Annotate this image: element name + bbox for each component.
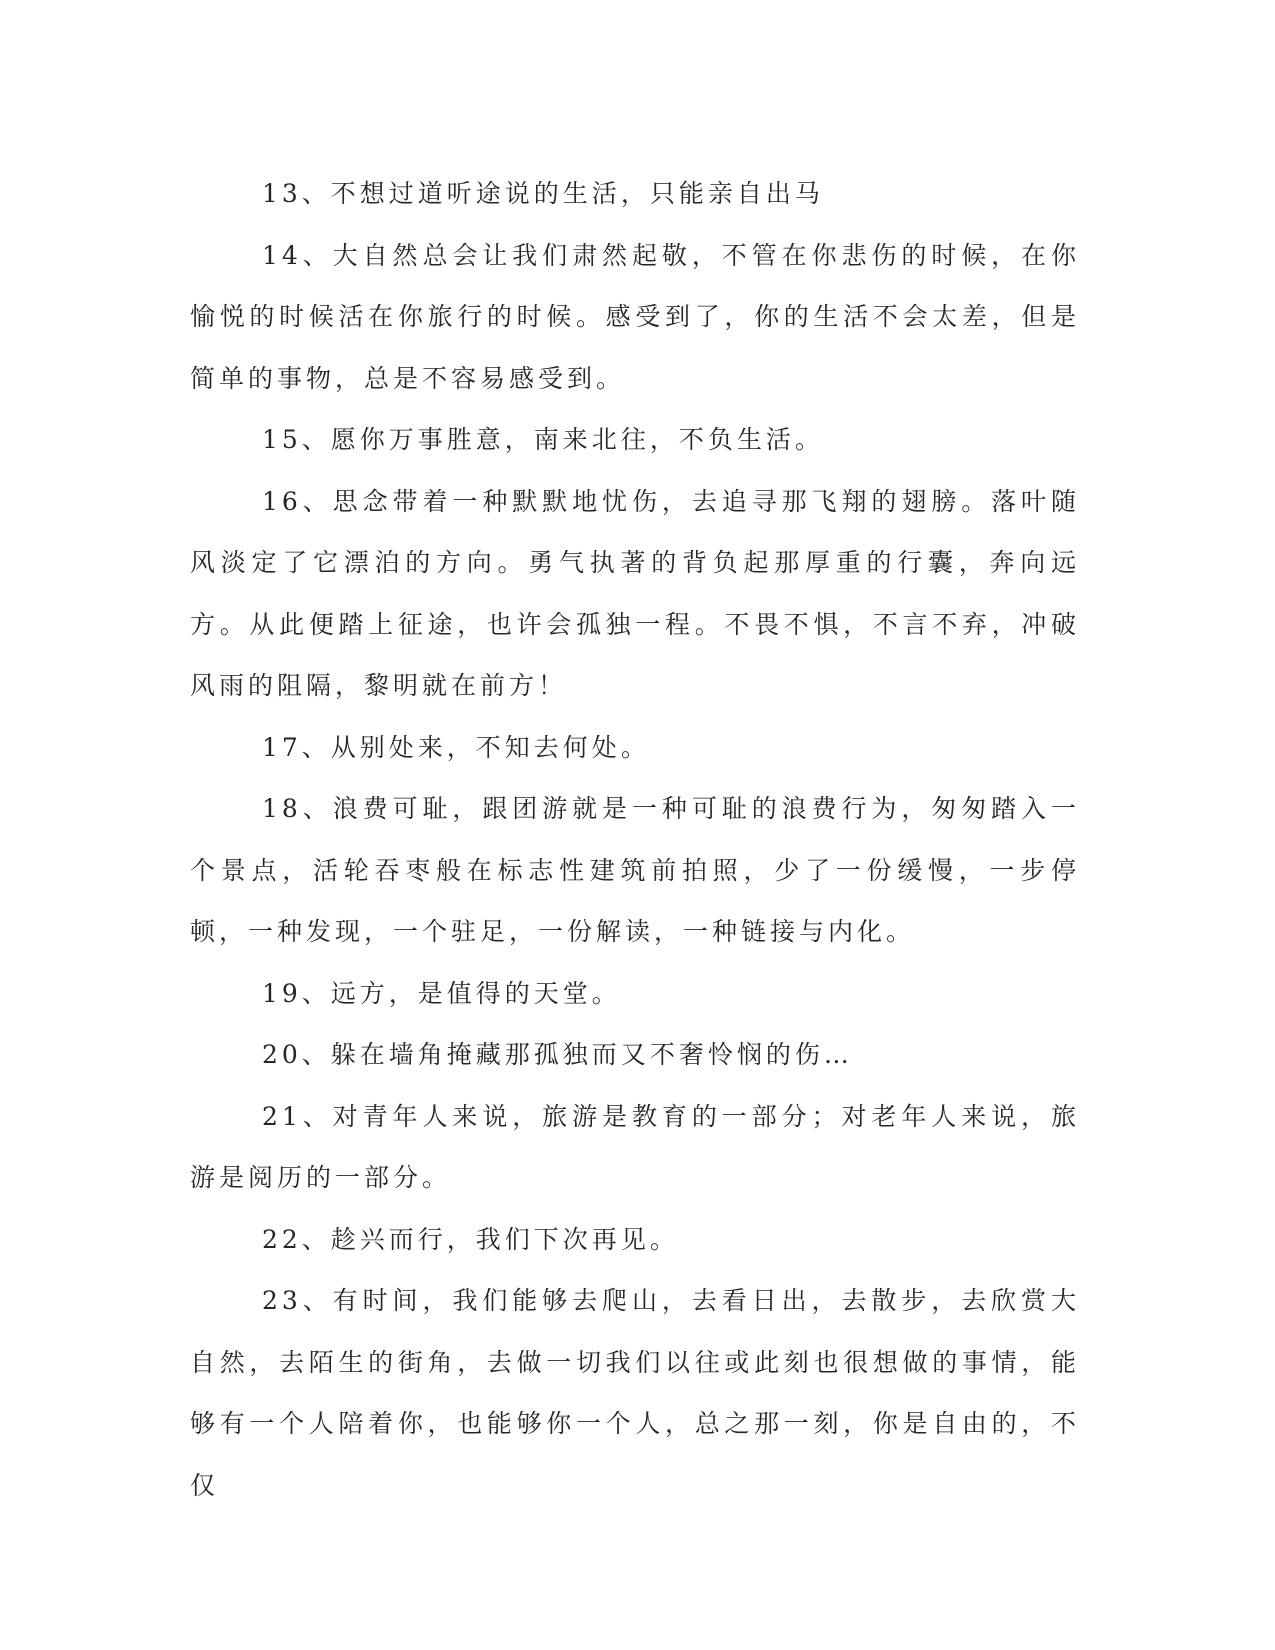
paragraph-13: 13、不想过道听途说的生活，只能亲自出马	[262, 179, 824, 208]
paragraph-20: 20、躲在墙角掩藏那孤独而又不奢怜悯的伤…	[262, 1040, 853, 1069]
paragraph-21: 21、对青年人来说，旅游是教育的一部分；对老年人来说，旅游是阅历的一部分。	[190, 1101, 1080, 1192]
paragraph-23: 23、有时间，我们能够去爬山，去看日出，去散步，去欣赏大自然，去陌生的街角，去做一切我们以往或此刻也很想做的事情，能够有一个人陪着你，也能够你一个人，总之那一刻，你是自由的，不仅	[190, 1286, 1080, 1500]
paragraph-18: 18、浪费可耻，跟团游就是一种可耻的浪费行为，匆匆踏入一个景点，活轮吞枣般在标志性建筑前拍照，少了一份缓慢，一步停顿，一种发现，一个驻足，一份解读，一种链接与内化。	[190, 794, 1080, 946]
document-body	[190, 163, 1080, 1516]
paragraph-19: 19、远方，是值得的天堂。	[262, 978, 621, 1008]
paragraph-14: 14、大自然总会让我们肃然起敬，不管在你悲伤的时候，在你愉悦的时候活在你旅行的时候。感受到了，你的生活不会太差，但是简单的事物，总是不容易感受到。	[190, 240, 1080, 393]
paragraph-22: 22、趁兴而行，我们下次再见。	[262, 1224, 679, 1254]
paragraph-15: 15、愿你万事胜意，南来北往，不负生活。	[262, 425, 824, 454]
paragraph-17: 17、从别处来，不知去何处。	[262, 732, 650, 762]
paragraph-16: 16、思念带着一种默默地忧伤，去追寻那飞翔的翅膀。落叶随风淡定了它漂泊的方向。勇气执著的背负起那厚重的行囊，奔向远方。从此便踏上征途，也许会孤独一程。不畏不惧，不言不弃，冲破风雨的阻隔，黎明就在前方！	[190, 486, 1080, 700]
